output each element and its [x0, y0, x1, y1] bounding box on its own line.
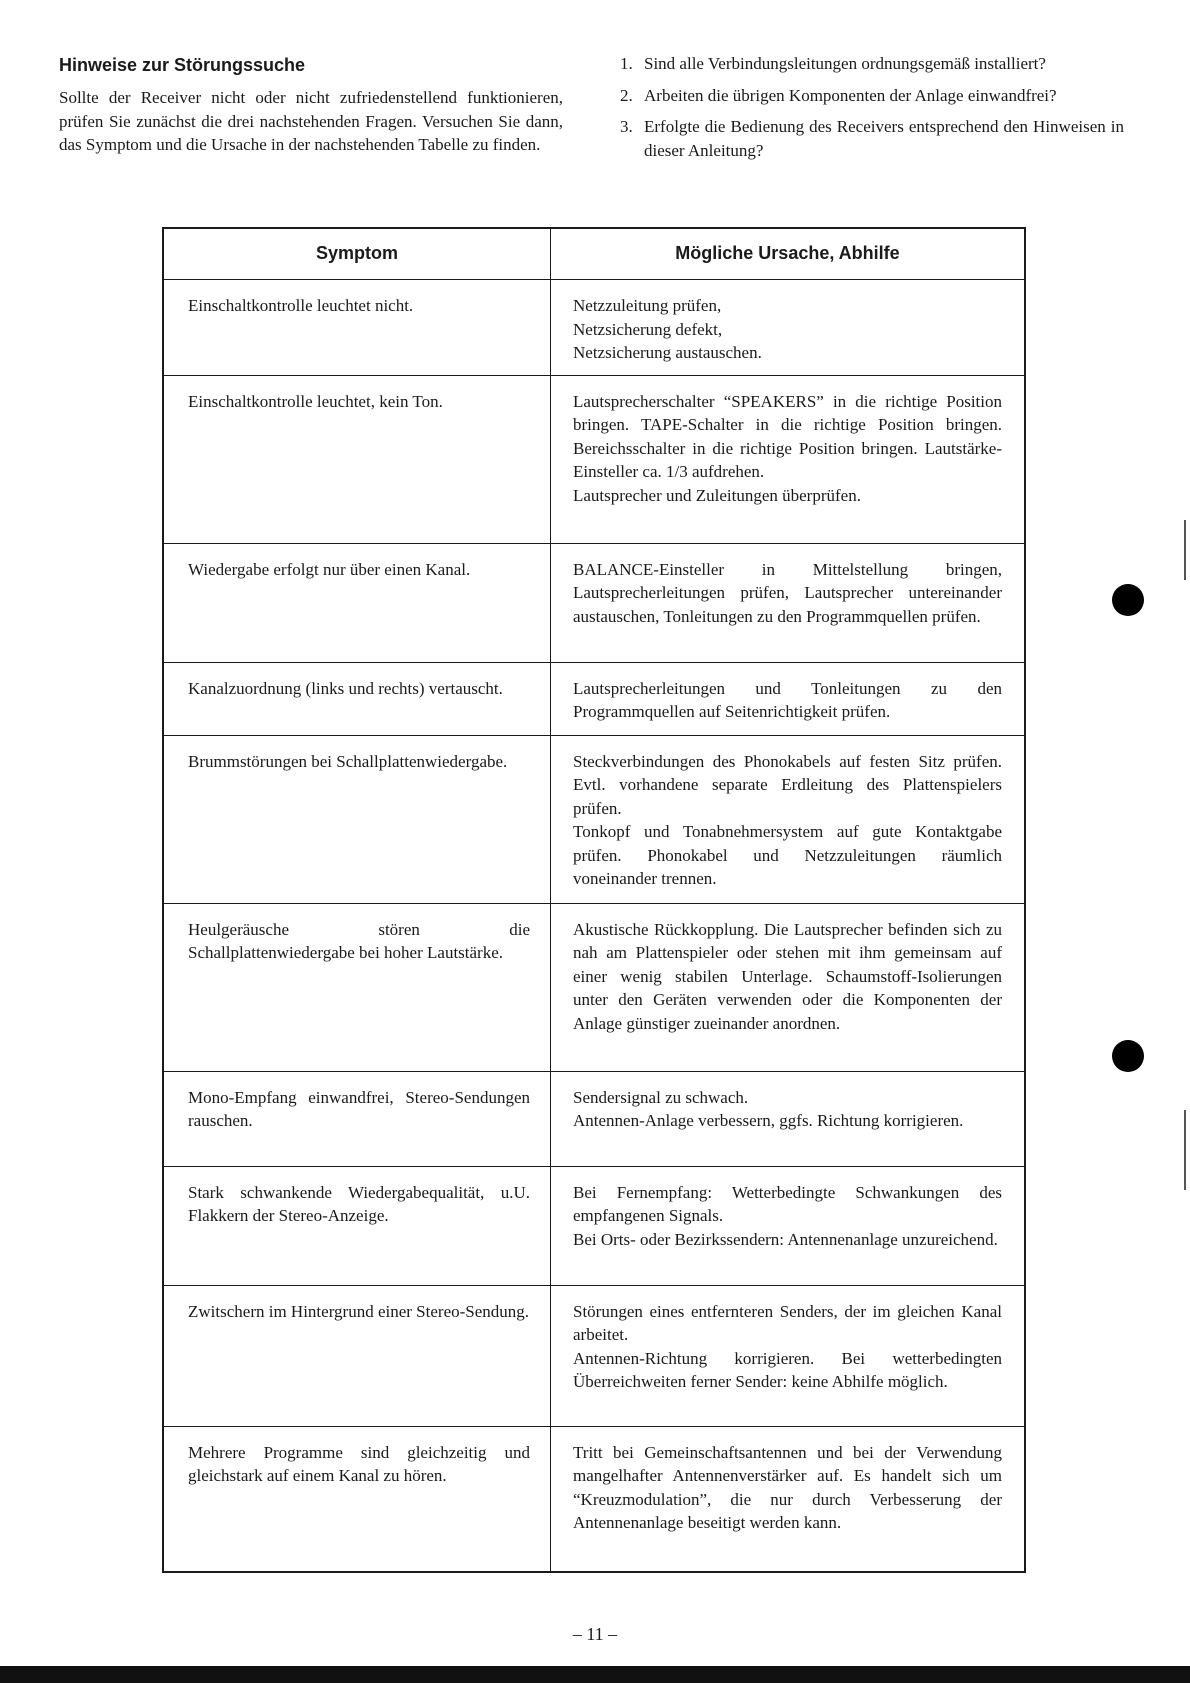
table-row	[163, 662, 1025, 735]
remedy-cell	[551, 1071, 1026, 1166]
remedy-line: Lautsprecherschalter “SPEAKERS” in die richtige Position bringen. TAPE-Schalter in die richtige Position bringen. Bereichsschalter in die richtige Position bringen. Lautstärke-Einsteller ca. 1/3 aufdrehen.	[573, 391, 1002, 481]
remedy-line: Netzsicherung austauschen.	[573, 343, 762, 362]
table-row	[163, 735, 1025, 903]
scan-edge-line	[1184, 1110, 1186, 1190]
symptom-cell: Wiedergabe erfolgt nur über einen Kanal.	[163, 543, 551, 662]
remedy-line: Akustische Rückkopplung. Die Lautsprecher befinden sich zu nah am Plattenspieler oder stehen mit ihm gemeinsam auf einer wenig stabilen Unterlage. Schaumstoff-Isolierungen unter den Geräten verwenden oder die Komponenten der Anlage günstiger zueinander anordnen.	[573, 919, 1002, 1033]
symptom-cell: Mono-Empfang einwandfrei, Stereo-Sendungen rauschen.	[163, 1071, 551, 1166]
checklist-item	[620, 84, 1124, 108]
symptom-cell: Einschaltkontrolle leuchtet, kein Ton.	[163, 375, 551, 543]
table-body	[163, 280, 1025, 1573]
remedy-line: BALANCE-Einsteller in Mittelstellung bringen, Lautsprecherleitungen prüfen, Lautsprecher untereinander austauschen, Tonleitungen zu den Programmquellen prüfen.	[573, 559, 1002, 626]
remedy-line: Lautsprecherleitungen und Tonleitungen zu den Programmquellen auf Seitenrichtigkeit prüfen.	[573, 678, 1002, 721]
table-row	[163, 903, 1025, 1071]
punch-hole-mark	[1112, 584, 1144, 616]
table-row	[163, 280, 1025, 376]
remedy-line: Steckverbindungen des Phonokabels auf festen Sitz prüfen. Evtl. vorhandene separate Erdleitung des Plattenspielers prüfen.	[573, 751, 1002, 818]
table-row	[163, 1426, 1025, 1572]
remedy-line: Antennen-Anlage verbessern, ggfs. Richtung korrigieren.	[573, 1111, 964, 1130]
symptom-cell: Einschaltkontrolle leuchtet nicht.	[163, 280, 551, 376]
remedy-cell	[551, 543, 1026, 662]
remedy-line: Lautsprecher und Zuleitungen überprüfen.	[573, 485, 861, 505]
checklist-item	[620, 52, 1124, 76]
remedy-line: Antennen-Richtung korrigieren. Bei wetterbedingten Überreichweiten ferner Sender: keine Abhilfe möglich.	[573, 1348, 1002, 1391]
remedy-cell	[551, 662, 1026, 735]
remedy-cell	[551, 375, 1026, 543]
remedy-cell	[551, 1285, 1026, 1426]
remedy-cell	[551, 1426, 1026, 1572]
table-row	[163, 1166, 1025, 1285]
checklist-number: 2.	[620, 85, 633, 105]
header-remedy: Mögliche Ursache, Abhilfe	[551, 228, 1026, 280]
checklist	[620, 52, 1124, 170]
checklist-text: Sind alle Verbindungsleitungen ordnungsgemäß installiert?	[644, 54, 1046, 73]
header-symptom: Symptom	[163, 228, 551, 280]
intro-paragraph: Sollte der Receiver nicht oder nicht zufriedenstellend funktionieren, prüfen Sie zunächst die drei nachstehenden Fragen. Versuchen Sie dann, das Symptom und die Ursache in der nachstehenden Tabelle zu finden.	[59, 88, 563, 154]
scan-bottom-edge	[0, 1666, 1190, 1683]
checklist-item	[620, 115, 1124, 162]
remedy-cell	[551, 280, 1026, 376]
remedy-line: Netzsicherung defekt,	[573, 319, 723, 339]
checklist-number: 3.	[620, 117, 633, 136]
symptom-cell: Stark schwankende Wiedergabequalität, u.U. Flakkern der Stereo-Anzeige.	[163, 1166, 551, 1285]
page-number: – 11 –	[572, 1624, 618, 1644]
punch-hole-mark	[1112, 1040, 1144, 1072]
checklist-text: Erfolgte die Bedienung des Receivers entsprechend den Hinweisen in dieser Anleitung?	[644, 117, 1124, 160]
remedy-line: Störungen eines entfernteren Senders, der im gleichen Kanal arbeitet.	[573, 1301, 1002, 1344]
remedy-line: Bei Fernempfang: Wetterbedingte Schwankungen des empfangenen Signals.	[573, 1182, 1002, 1225]
symptom-cell: Heulgeräusche stören die Schallplattenwiedergabe bei hoher Lautstärke.	[163, 903, 551, 1071]
symptom-cell: Kanalzuordnung (links und rechts) vertauscht.	[163, 662, 551, 735]
table-row	[163, 1285, 1025, 1426]
remedy-cell	[551, 1166, 1026, 1285]
checklist-text: Arbeiten die übrigen Komponenten der Anlage einwandfrei?	[644, 85, 1057, 105]
remedy-cell	[551, 903, 1026, 1071]
remedy-line: Netzzuleitung prüfen,	[573, 296, 722, 315]
symptom-cell: Mehrere Programme sind gleichzeitig und gleichstark auf einem Kanal zu hören.	[163, 1426, 551, 1572]
scan-edge-line	[1184, 520, 1186, 580]
remedy-line: Sendersignal zu schwach.	[573, 1087, 749, 1107]
table-row	[163, 543, 1025, 662]
table-row	[163, 375, 1025, 543]
remedy-line: Tritt bei Gemeinschaftsantennen und bei der Verwendung mangelhafter Antennenverstärker auf. Es handelt sich um “Kreuzmodulation”, die nur durch Verbesserung der Antennenanlage beseitigt werden kann.	[573, 1442, 1002, 1532]
table-header-row	[163, 228, 1025, 280]
remedy-cell	[551, 735, 1026, 903]
table-row	[163, 1071, 1025, 1166]
troubleshooting-table	[162, 227, 1026, 1573]
symptom-cell: Brummstörungen bei Schallplattenwiedergabe.	[163, 735, 551, 903]
remedy-line: Bei Orts- oder Bezirkssendern: Antennenanlage unzureichend.	[573, 1229, 998, 1249]
section-heading: Hinweise zur Störungssuche	[59, 55, 306, 75]
remedy-line: Tonkopf und Tonabnehmersystem auf gute Kontaktgabe prüfen. Phonokabel und Netzzuleitungen räumlich voneinander trennen.	[573, 822, 1002, 888]
symptom-cell: Zwitschern im Hintergrund einer Stereo-Sendung.	[163, 1285, 551, 1426]
checklist-number: 1.	[620, 54, 633, 73]
